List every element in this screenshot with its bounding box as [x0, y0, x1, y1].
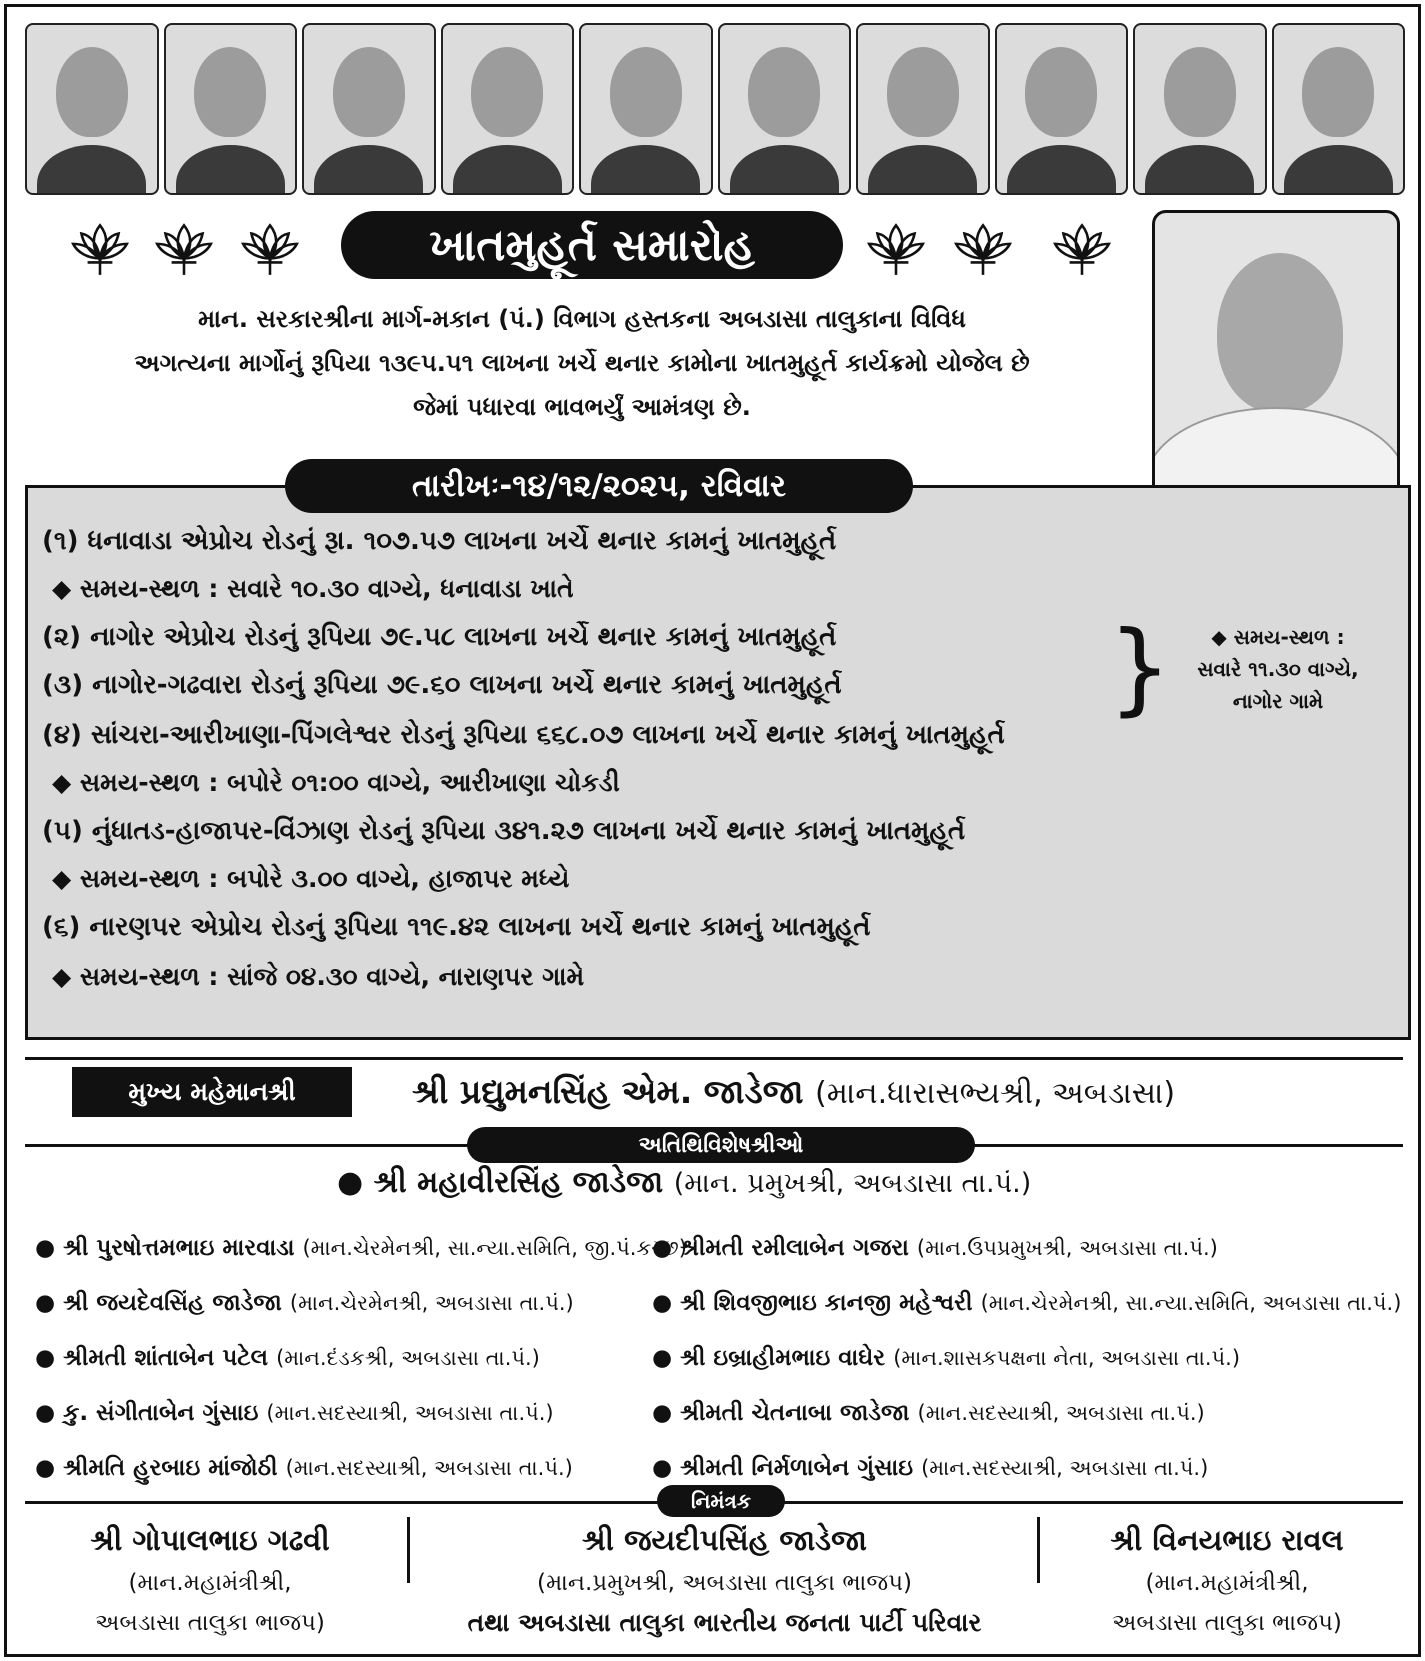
schedule-side-note [1153, 621, 1403, 717]
guest-role: (માન.ચેરમેનશ્રી, સા.ન્યા.સમિતિ, અબડાસા તા.પં.) [980, 1291, 1402, 1315]
host-family: તથા અબડાસા તાલુકા ભારતીય જનતા પાર્ટી પરિવાર [467, 1608, 982, 1637]
host-role: (માન.પ્રમુખશ્રી, અબડાસા તાલુકા ભાજપ) [536, 1570, 913, 1596]
special-guests-label: અતિથિવિશેષશ્રીઓ [467, 1127, 975, 1163]
portrait-10 [1272, 23, 1406, 195]
hosts-label: નિમંત્રક [657, 1485, 785, 1517]
schedule-item: (૪) સાંચરા-આરીખાણા-પિંગલેશ્વર રોડનું રૂપિયા ૬૬૮.૦૭ લાખના ખર્ચે થનાર કામનું ખાતમુહૂર્ત [42, 720, 1005, 750]
host-role: અબડાસા તાલુકા ભાજપ) [95, 1610, 325, 1636]
schedule-item: (૩) નાગોર-ગઢવારા રોડનું રૂપિયા ૭૯.૬૦ લાખના ખર્ચે થનાર કામનું ખાતમુહૂર્ત [42, 670, 842, 700]
guest-name: ● શ્રીમતી ચેતનાબા જાડેજા [652, 1400, 910, 1426]
special-guest [652, 1290, 1401, 1316]
chief-guest-photo [1152, 210, 1400, 500]
special-guest-main [337, 1165, 1031, 1200]
schedule-time: ◆ સમય-સ્થળ : બપોરે ૩.૦૦ વાગ્યે, હાજાપર મધ્યે [52, 864, 570, 893]
schedule-time: ◆ સમય-સ્થળ : સવારે ૧૦.૩૦ વાગ્યે, ધનાવાડા ખાતે [52, 574, 574, 603]
host-role: (માન.મહામંત્રીશ્રી, [1145, 1570, 1309, 1596]
portrait-5 [579, 23, 713, 195]
guest-role: (માન.ઉપપ્રમુખશ્રી, અબડાસા તા.પં.) [916, 1236, 1218, 1260]
portrait-1 [25, 23, 159, 195]
guest-name: ● શ્રીમતિ હુરબાઇ માંજોઠી [35, 1455, 278, 1481]
special-guest [652, 1345, 1240, 1371]
guest-name: ● શ્રીમતી શાંતાબેન પટેલ [35, 1345, 269, 1371]
schedule-time: ◆ સમય-સ્થળ : સાંજે ૦૪.૩૦ વાગ્યે, નારાણપર ગામે [52, 962, 585, 991]
chief-guest-role: (માન.ધારાસભ્યશ્રી, અબડાસા) [815, 1076, 1176, 1111]
portrait-2 [164, 23, 298, 195]
special-guest [35, 1235, 687, 1261]
guest-role: (માન. પ્રમુખશ્રી, અબડાસા તા.પં.) [673, 1168, 1032, 1199]
host-role: (માન.મહામંત્રીશ્રી, [128, 1570, 292, 1596]
lotus-icon [153, 217, 215, 279]
guest-name: ● શ્રી ઇબ્રાહીમભાઇ વાઘેર [652, 1345, 886, 1371]
lotus-icon [239, 217, 301, 279]
special-guest [35, 1400, 554, 1426]
schedule-item: (૧) ધનાવાડા એપ્રોચ રોડનું રૂા. ૧૦૭.૫૭ લાખના ખર્ચે થનાર કામનું ખાતમુહૂર્ત [42, 526, 837, 556]
portrait-4 [441, 23, 575, 195]
portrait-3 [302, 23, 436, 195]
portrait-9 [1133, 23, 1267, 195]
special-guest [35, 1345, 540, 1371]
guest-role: (માન.સદસ્યાશ્રી, અબડાસા તા.પં.) [917, 1401, 1205, 1425]
schedule-box [25, 485, 1411, 1040]
guest-name: ● શ્રી મહાવીરસિંહ જાડેજા [337, 1165, 664, 1200]
portrait-row [25, 23, 1405, 195]
chief-guest-name: શ્રી પ્રદ્યુમનસિંહ એમ. જાડેજા [412, 1072, 804, 1111]
host-separator [407, 1517, 410, 1583]
guest-name: ● શ્રીમતી નિર્મળાબેન ગુંસાઇ [652, 1455, 914, 1481]
guest-role: (માન.દંડકશ્રી, અબડાસા તા.પં.) [276, 1346, 540, 1370]
guest-name: ● શ્રી પુરષોત્તમભાઇ મારવાડા [35, 1235, 295, 1261]
host-name: શ્રી જયદીપસિંહ જાડેજા [582, 1523, 867, 1557]
brace-mark: } [1108, 609, 1172, 726]
guest-role: (માન.સદસ્યાશ્રી, અબડાસા તા.પં.) [921, 1456, 1209, 1480]
guest-name: ● કુ. સંગીતાબેન ગુંસાઇ [35, 1400, 259, 1426]
special-guest [35, 1290, 574, 1316]
special-guest [652, 1455, 1208, 1481]
schedule-item: (૨) નાગોર એપ્રોચ રોડનું રૂપિયા ૭૯.૫૮ લાખના ખર્ચે થનાર કામનું ખાતમુહૂર્ત [42, 622, 837, 652]
guest-role: (માન.ચેરમેનશ્રી, અબડાસા તા.પં.) [289, 1291, 574, 1315]
host-separator [1037, 1517, 1040, 1583]
special-guest [652, 1400, 1205, 1426]
side-note-line: ◆ સમય-સ્થળ : [1211, 625, 1345, 649]
guest-name: ● શ્રીમતી રમીલાબેન ગજરા [652, 1235, 909, 1261]
schedule-item: (૫) નુંધાતડ-હાજાપર-વિંઝાણ રોડનું રૂપિયા ૩૪૧.૨૭ લાખના ખર્ચે થનાર કામનું ખાતમુહૂર્ત [42, 816, 966, 846]
guest-role: (માન.સદસ્યાશ્રી, અબડાસા તા.પં.) [285, 1456, 573, 1480]
event-title: ખાતમુહૂર્ત સમારોહ [341, 211, 843, 279]
host-role: અબડાસા તાલુકા ભાજપ) [1112, 1610, 1342, 1636]
lotus-icon [865, 217, 927, 279]
event-date: તારીખઃ-૧૪/૧૨/૨૦૨૫, રવિવાર [285, 459, 913, 513]
host-left [25, 1517, 395, 1643]
invitation-page [4, 4, 1421, 1657]
guest-role: (માન.સદસ્યાશ્રી, અબડાસા તા.પં.) [266, 1401, 554, 1425]
schedule-item: (૬) નારણપર એપ્રોચ રોડનું રૂપિયા ૧૧૯.૪૨ લાખના ખર્ચે થનાર કામનું ખાતમુહૂર્ત [42, 912, 871, 942]
guest-role: (માન.શાસકપક્ષના નેતા, અબડાસા તા.પં.) [893, 1346, 1241, 1370]
special-guest [35, 1455, 573, 1481]
lotus-icon [69, 217, 131, 279]
side-note-line: નાગોર ગામે [1232, 689, 1324, 713]
guest-name: ● શ્રી જયદેવસિંહ જાડેજા [35, 1290, 282, 1316]
intro-text [47, 297, 1117, 429]
host-right [1047, 1517, 1407, 1643]
host-name: શ્રી ગોપાલભાઇ ગઢવી [90, 1523, 330, 1557]
side-note-line: સવારે ૧૧.૩૦ વાગ્યે, [1197, 657, 1359, 681]
lotus-icon [952, 217, 1014, 279]
lotus-icon [1051, 217, 1113, 279]
chief-guest [412, 1067, 1175, 1119]
schedule-time: ◆ સમય-સ્થળ : બપોરે ૦૧:૦૦ વાગ્યે, આરીખાણા ચોકડી [52, 768, 620, 797]
portrait-7 [856, 23, 990, 195]
intro-line: અગત્યના માર્ગોનું રૂપિયા ૧૩૯૫.૫૧ લાખના ખર્ચે થનાર કામોના ખાતમુહૂર્ત કાર્યક્રમો યોજેલ છે [134, 349, 1030, 377]
intro-line: માન. સરકારશ્રીના માર્ગ-મકાન (પં.) વિભાગ હસ્તકના અબડાસા તાલુકાના વિવિધ [198, 305, 966, 333]
host-center [412, 1517, 1037, 1643]
divider [25, 1057, 1403, 1060]
portrait-8 [995, 23, 1129, 195]
intro-line: જેમાં પધારવા ભાવભર્યું આમંત્રણ છે. [413, 393, 751, 421]
host-name: શ્રી વિનયભાઇ રાવલ [1110, 1523, 1344, 1557]
guest-role: (માન.ચેરમેનશ્રી, સા.ન્યા.સમિતિ, જી.પં.કચ્છ) [302, 1236, 687, 1260]
guest-name: ● શ્રી શિવજીભાઇ કાનજી મહેશ્વરી [652, 1290, 973, 1316]
special-guest [652, 1235, 1218, 1261]
chief-guest-label: મુખ્ય મહેમાનશ્રી [72, 1067, 352, 1117]
portrait-6 [718, 23, 852, 195]
